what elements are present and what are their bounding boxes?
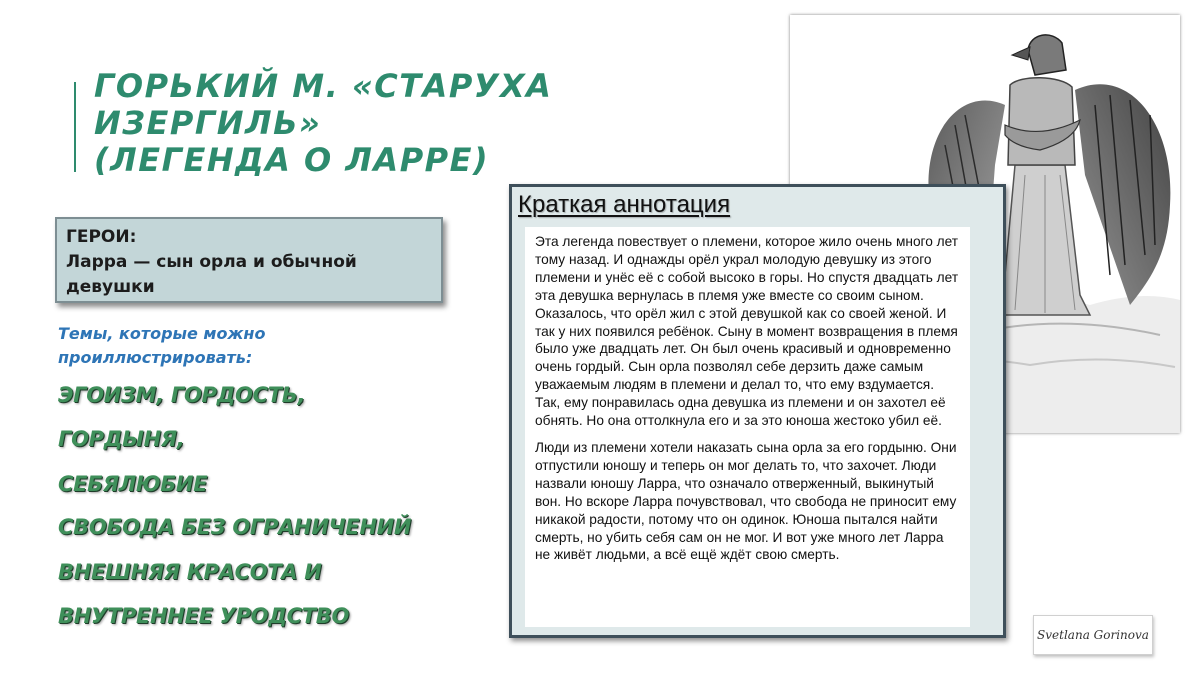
theme-item: ГОРДЫНЯ, <box>58 427 185 451</box>
title-line-3: (ЛЕГЕНДА О ЛАРРЕ) <box>94 141 490 179</box>
theme-item: ЭГОИЗМ, ГОРДОСТЬ, <box>58 383 306 407</box>
theme-item: СЕБЯЛЮБИЕ <box>58 472 208 496</box>
heroes-box <box>55 217 443 303</box>
topics-intro-line-2: проиллюстрировать: <box>58 348 253 367</box>
title-accent-line <box>74 82 76 172</box>
heroes-line-2: девушки <box>66 277 155 297</box>
page-title <box>94 68 554 179</box>
theme-item: ВНУТРЕННЕЕ УРОДСТВО <box>58 604 350 628</box>
heroes-line-1: Ларра — сын орла и обычной <box>66 252 357 272</box>
title-line-1: ГОРЬКИЙ М. «СТАРУХА <box>94 67 553 105</box>
annotation-title: Краткая аннотация <box>518 191 731 218</box>
author-signature: Svetlana Gorinova <box>1033 615 1153 655</box>
topics-intro-line-1: Темы, которые можно <box>58 324 266 343</box>
annotation-body <box>525 227 970 627</box>
title-line-2: ИЗЕРГИЛЬ» <box>94 104 322 142</box>
topics-intro <box>58 322 358 370</box>
annotation-paragraph-2: Люди из племени хотели наказать сына орла за его гордыню. Они отпустили юношу и теперь он мог делать то, что захочет. Люди назвали юношу Ларра, что означало отверженный, выкинутый вон. Но вскоре Ларра почувствовал, что свобода не приносит ему никакой радости, потому что он одинок. Юноша пытался найти смерть, но убить себя сам он не мог. И вот уже много лет Ларра не живёт людьми, а всё ещё ждёт свою смерть. <box>535 439 957 563</box>
annotation-paragraph-1: Эта легенда повествует о племени, которое жило очень много лет тому назад. И однажды орёл украл молодую девушку из этого племени и унёс её с собой высоко в горы. Но спустя двадцать лет эта девушка вернулась в племя уже вместе со своим сыном. Оказалось, что орёл жил с этой девушкой как со своей женой. И так у них появился ребёнок. Сыну в момент возвращения в племя было уже двадцать лет. Он был очень красивый и одновременно очень гордый. Сын орла позволял себе дерзить даже самым уважаемым людям в племени и делал то, что ему вздумается. Так, ему понравилась одна девушка из племени и он захотел её обнять. Но она оттолкнула его и за это юноша жестоко убил её. <box>535 234 959 429</box>
theme-item: СВОБОДА БЕЗ ОГРАНИЧЕНИЙ <box>58 515 412 539</box>
theme-item: ВНЕШНЯЯ КРАСОТА И <box>58 560 322 584</box>
heroes-heading: ГЕРОИ: <box>66 227 137 247</box>
annotation-panel <box>509 184 1006 638</box>
